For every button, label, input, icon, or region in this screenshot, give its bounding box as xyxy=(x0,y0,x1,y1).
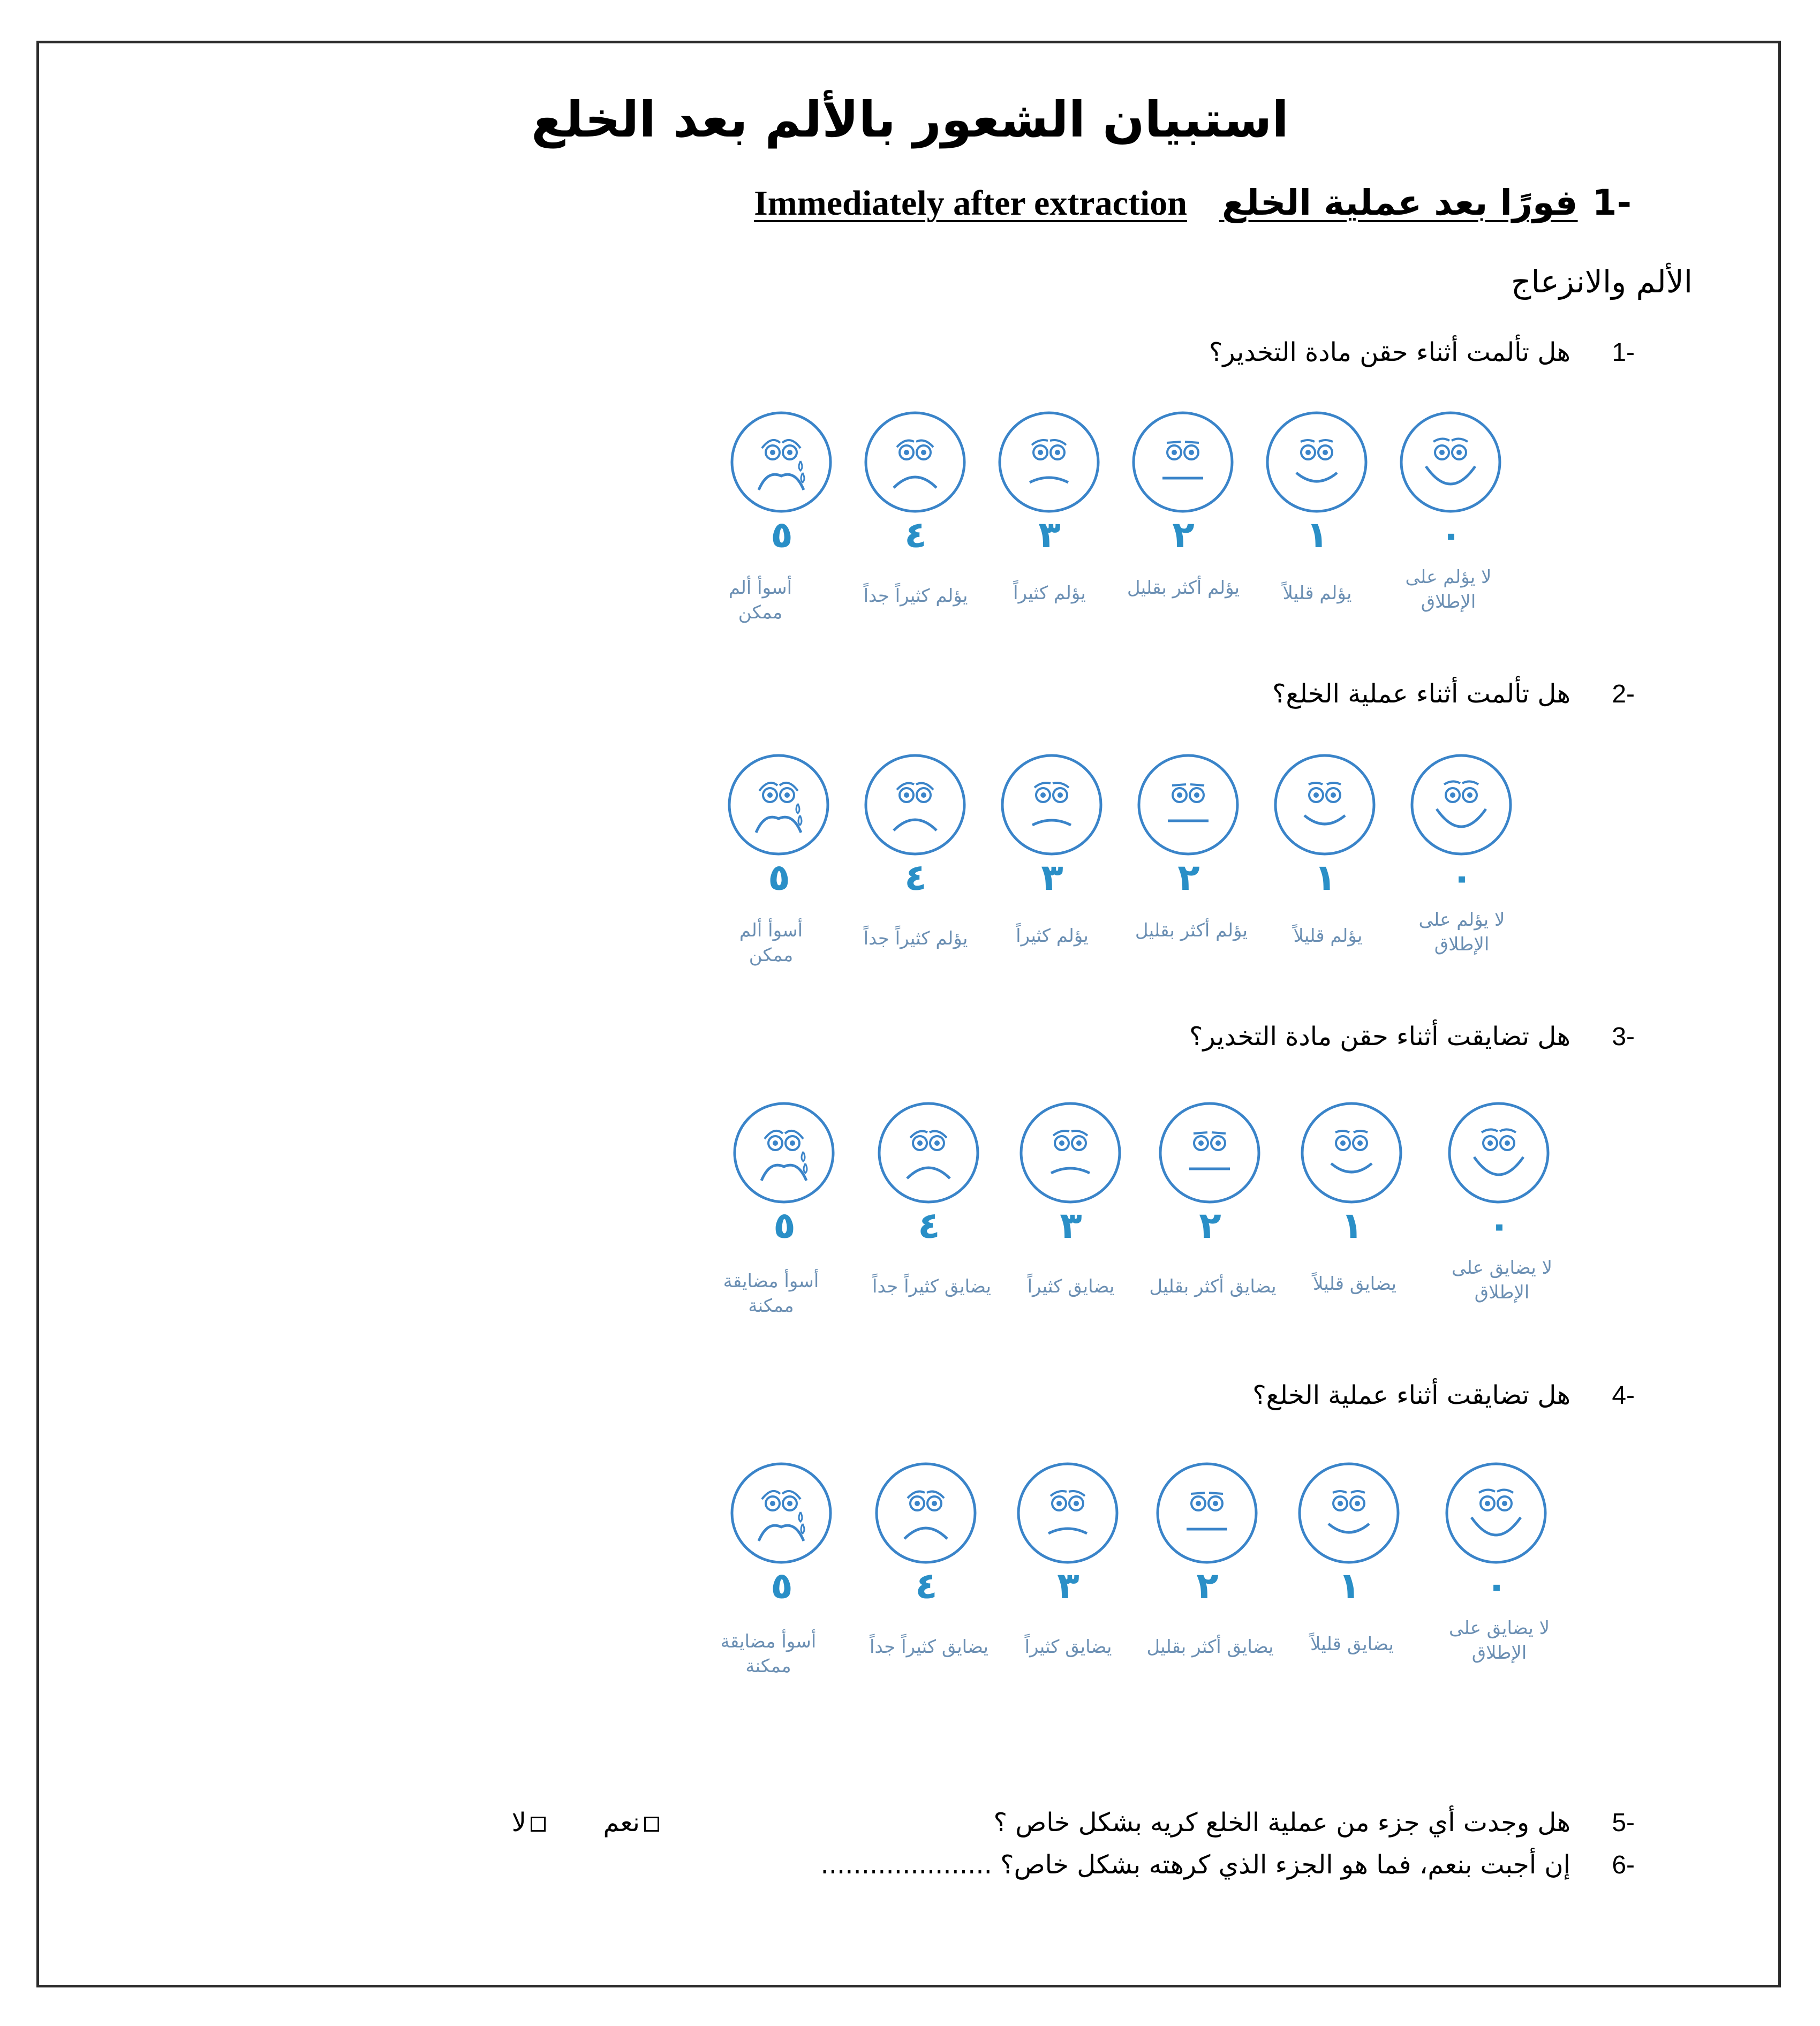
scale-digit-2: ٢ xyxy=(1196,1565,1219,1607)
yes-label: نعم xyxy=(603,1808,640,1838)
pain-discomfort-subheading: الألم والانزعاج xyxy=(1511,263,1693,300)
question-number: -5 xyxy=(1612,1809,1635,1837)
face-icon-very-much[interactable] xyxy=(863,752,968,857)
yes-option[interactable] xyxy=(603,1808,659,1838)
scale-digit-2: ٢ xyxy=(1177,857,1200,899)
face-icon-worst[interactable] xyxy=(729,1461,834,1566)
yes-checkbox[interactable] xyxy=(644,1817,659,1832)
face-icon-none[interactable] xyxy=(1446,1100,1551,1205)
scale-digit-5: ٥ xyxy=(773,1205,796,1247)
scale-label-4: يؤلم كثيراً جداً xyxy=(863,928,968,949)
face-icon-worst[interactable] xyxy=(731,1100,836,1205)
scale-digit-2: ٢ xyxy=(1172,514,1195,556)
face-icon-little[interactable] xyxy=(1299,1100,1404,1205)
face-icon-little-more[interactable] xyxy=(1130,410,1235,515)
question-number: -4 xyxy=(1612,1381,1635,1410)
scale-digit-5: ٥ xyxy=(771,514,793,556)
question-text: هل وجدت أي جزء من عملية الخلع كريه بشكل خاص ؟ xyxy=(993,1808,1570,1838)
face-icon-little[interactable] xyxy=(1264,410,1369,515)
scale-digit-3: ٣ xyxy=(1041,857,1063,899)
face-icon-very-much[interactable] xyxy=(876,1100,981,1205)
scale-label-0: لا يضايق على الإطلاق xyxy=(1448,1617,1550,1664)
no-label: لا xyxy=(511,1808,526,1838)
section-heading xyxy=(754,182,1632,224)
scale-digit-3: ٣ xyxy=(1038,514,1061,556)
face-icon-a-lot[interactable] xyxy=(1015,1461,1120,1566)
scale-label-3: يؤلم كثيراً xyxy=(1013,583,1086,604)
scale-label-5: أسوأ ألم ممكن xyxy=(728,577,792,623)
scale-digit-0: ٠ xyxy=(1485,1565,1508,1607)
scale-label-0: لا يؤلم على الإطلاق xyxy=(1405,566,1492,613)
scale-label-0: لا يضايق على الإطلاق xyxy=(1451,1257,1552,1303)
no-option[interactable] xyxy=(512,1808,546,1838)
scale-digit-1: ١ xyxy=(1341,1205,1363,1247)
page-title: استبيان الشعور بالألم بعد الخلع xyxy=(531,91,1289,148)
face-icon-none[interactable] xyxy=(1409,752,1514,857)
face-icon-little[interactable] xyxy=(1296,1461,1401,1566)
question-3 xyxy=(1189,1022,1635,1052)
section-title-english: Immediately after extraction xyxy=(754,184,1187,223)
scale-digit-4: ٤ xyxy=(904,514,927,556)
scale-label-5: أسوأ ألم ممكن xyxy=(739,920,803,966)
scale-label-3: يؤلم كثيراً xyxy=(1016,925,1089,947)
question-6 xyxy=(820,1850,1635,1880)
face-icon-none[interactable] xyxy=(1398,410,1503,515)
face-icon-very-much[interactable] xyxy=(873,1461,978,1566)
question-5 xyxy=(993,1808,1635,1838)
face-icon-little-more[interactable] xyxy=(1136,752,1241,857)
section-title xyxy=(754,182,1578,223)
scale-label-1: يؤلم قليلاً xyxy=(1282,583,1352,604)
question-text: هل تألمت أثناء حقن مادة التخدير؟ xyxy=(1209,337,1570,367)
scale-label-2: يؤلم أكثر بقليل xyxy=(1135,920,1248,941)
scale-label-4: يؤلم كثيراً جداً xyxy=(863,585,968,607)
scale-digit-1: ١ xyxy=(1314,857,1336,899)
scale-digit-4: ٤ xyxy=(904,857,927,899)
scale-label-2: يؤلم أكثر بقليل xyxy=(1127,577,1240,599)
question-1 xyxy=(1209,337,1635,367)
face-icon-none[interactable] xyxy=(1444,1461,1549,1566)
scale-label-0: لا يؤلم على الإطلاق xyxy=(1418,909,1505,955)
section-title-arabic: فورًا بعد عملية الخلع xyxy=(1222,182,1578,223)
no-checkbox[interactable] xyxy=(531,1817,546,1832)
scale-digit-5: ٥ xyxy=(771,1565,793,1607)
scale-label-5: أسوأ مضايقة ممكنة xyxy=(723,1271,819,1317)
scale-label-1: يضايق قليلاً xyxy=(1313,1273,1396,1295)
face-icon-little-more[interactable] xyxy=(1154,1461,1259,1566)
scale-digit-0: ٠ xyxy=(1451,857,1473,899)
face-icon-a-lot[interactable] xyxy=(1018,1100,1123,1205)
question-4 xyxy=(1252,1380,1635,1410)
scale-label-4: يضايق كثيراً جداً xyxy=(870,1636,988,1658)
scale-digit-4: ٤ xyxy=(918,1205,940,1247)
face-icon-little[interactable] xyxy=(1272,752,1377,857)
question-text: هل تضايقت أثناء عملية الخلع؟ xyxy=(1252,1380,1570,1410)
scale-digit-3: ٣ xyxy=(1060,1205,1082,1247)
scale-digit-0: ٠ xyxy=(1440,514,1462,556)
question-text: هل تألمت أثناء عملية الخلع؟ xyxy=(1272,679,1570,709)
question-text: هل تضايقت أثناء حقن مادة التخدير؟ xyxy=(1189,1022,1570,1052)
face-icon-very-much[interactable] xyxy=(863,410,968,515)
scale-digit-1: ١ xyxy=(1338,1565,1361,1607)
scale-label-2: يضايق أكثر بقليل xyxy=(1149,1276,1277,1297)
scale-digit-1: ١ xyxy=(1306,514,1328,556)
section-number: -1 xyxy=(1592,182,1632,223)
scale-label-2: يضايق أكثر بقليل xyxy=(1146,1636,1274,1658)
scale-label-5: أسوأ مضايقة ممكنة xyxy=(720,1631,817,1677)
scale-label-3: يضايق كثيراً xyxy=(1027,1276,1115,1297)
face-icon-worst[interactable] xyxy=(729,410,834,515)
face-icon-little-more[interactable] xyxy=(1157,1100,1262,1205)
page-border xyxy=(36,41,1781,1987)
scale-digit-4: ٤ xyxy=(915,1565,938,1607)
question-2 xyxy=(1272,679,1635,709)
scale-digit-3: ٣ xyxy=(1057,1565,1079,1607)
scale-digit-0: ٠ xyxy=(1488,1205,1511,1247)
scale-label-3: يضايق كثيراً xyxy=(1024,1636,1112,1658)
question-number: -1 xyxy=(1612,338,1635,367)
scale-label-1: يضايق قليلاً xyxy=(1310,1634,1394,1655)
question-text: إن أجبت بنعم، فما هو الجزء الذي كرهته بشكل خاص؟ ..................... xyxy=(820,1850,1570,1880)
question-number: -6 xyxy=(1612,1851,1635,1879)
face-icon-a-lot[interactable] xyxy=(996,410,1101,515)
face-icon-a-lot[interactable] xyxy=(999,752,1104,857)
question-number: -3 xyxy=(1612,1023,1635,1051)
face-icon-worst[interactable] xyxy=(726,752,831,857)
question-number: -2 xyxy=(1612,680,1635,708)
scale-label-4: يضايق كثيراً جداً xyxy=(872,1276,991,1297)
scale-digit-5: ٥ xyxy=(768,857,790,899)
scale-label-1: يؤلم قليلاً xyxy=(1293,925,1363,947)
scale-digit-2: ٢ xyxy=(1199,1205,1221,1247)
